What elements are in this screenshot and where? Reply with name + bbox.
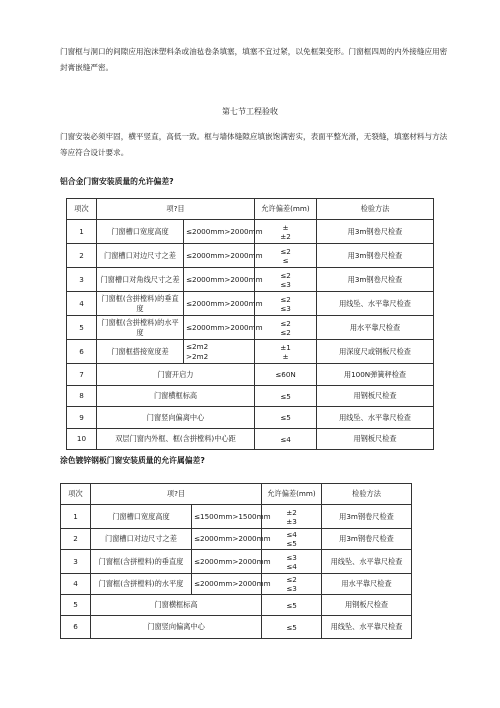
condition-cell: ≤1500mm>1500mm <box>192 505 262 529</box>
method-cell: 用水平靠尺检查 <box>317 316 434 340</box>
condition-cell: ≤2m2 >2m2 <box>184 340 255 364</box>
table-row <box>61 550 412 574</box>
tolerance-cell: ≤4 ≤5 <box>262 529 322 550</box>
method-cell: 用100N弹簧秤检查 <box>317 364 434 386</box>
tolerance-cell: ≤4 <box>255 429 317 450</box>
header-item: 项?目 <box>97 199 255 220</box>
tolerance-cell: ≤3 ≤4 <box>262 550 322 574</box>
tolerance-cell: ≤5 <box>262 595 322 616</box>
table-row <box>67 386 434 407</box>
table2-title: 涂色镀锌钢板门窗安装质量的允许属偏差? <box>60 456 205 465</box>
item-cell: 门窗开启力 <box>97 364 255 386</box>
method-cell: 用水平靠尺检查 <box>322 574 412 595</box>
tolerance-cell: ±2 ±3 <box>262 505 322 529</box>
condition-cell: ≤2000mm>2000mm <box>192 574 262 595</box>
item-cell: 门窗槽口对边尺寸之差 <box>97 244 184 268</box>
header-tolerance: 允许偏差(mm) <box>262 484 322 505</box>
row-number: 5 <box>67 316 97 340</box>
tolerance-cell: ≤5 <box>255 407 317 429</box>
item-cell: 门窗框搭接宽度差 <box>97 340 184 364</box>
header-no: 项次 <box>61 484 91 505</box>
tolerance-cell: ±1 ± <box>255 340 317 364</box>
item-cell: 门窗框(含拼樘料)的垂直度 <box>91 550 192 574</box>
row-number: 7 <box>67 364 97 386</box>
tolerance-cell: ≤2 ≤3 <box>255 268 317 292</box>
tolerance-cell: ± ±2 <box>255 220 317 244</box>
item-cell: 门窗竖向偏离中心 <box>91 616 262 639</box>
row-number: 3 <box>67 268 97 292</box>
item-cell: 门窗框(含拼樘料)的垂直度 <box>97 292 184 316</box>
method-cell: 用3m钢卷尺检查 <box>317 220 434 244</box>
method-cell: 用3m钢卷尺检查 <box>317 268 434 292</box>
tolerance-cell: ≤5 <box>262 616 322 639</box>
tolerance-cell: ≤2 ≤2 <box>255 316 317 340</box>
table-steel-tolerance <box>60 483 412 639</box>
table-aluminum-tolerance <box>66 198 434 450</box>
row-number: 6 <box>67 340 97 364</box>
tolerance-cell: ≤2 ≤3 <box>262 574 322 595</box>
item-cell: 门窗槽口对角线尺寸之差 <box>97 268 184 292</box>
item-cell: 门窗框(含拼樘料)的水平度 <box>91 574 192 595</box>
table-header-row <box>61 484 412 505</box>
row-number: 1 <box>67 220 97 244</box>
table1-title: 铝合金门窗安装质量的允许偏差? <box>60 177 174 186</box>
condition-cell: ≤2000mm>2000mm <box>184 268 255 292</box>
condition-cell: ≤2000mm>2000mm <box>184 316 255 340</box>
method-cell: 用线坠、水平靠尺检查 <box>317 292 434 316</box>
tolerance-cell: ≤2 ≤ <box>255 244 317 268</box>
table-row <box>67 316 434 340</box>
row-number: 5 <box>61 595 91 616</box>
method-cell: 用线坠、水平靠尺检查 <box>322 616 412 639</box>
method-cell: 用线坠、水平靠尺检查 <box>322 550 412 574</box>
section-title: 第七节工程验收 <box>222 107 278 116</box>
table-row <box>67 292 434 316</box>
row-number: 2 <box>67 244 97 268</box>
condition-cell: ≤2000mm>2000mm <box>184 292 255 316</box>
item-cell: 门窗槽口对边尺寸之差 <box>91 529 192 550</box>
method-cell: 用3m钢卷尺检查 <box>322 529 412 550</box>
condition-cell: ≤2000mm>2000mm <box>184 220 255 244</box>
item-cell: 门窗横框标高 <box>97 386 255 407</box>
tolerance-cell: ≤5 <box>255 386 317 407</box>
item-cell: 双层门窗内外框、框(含拼樘料)中心距 <box>97 429 255 450</box>
row-number: 3 <box>61 550 91 574</box>
item-cell: 门窗横框标高 <box>91 595 262 616</box>
row-number: 9 <box>67 407 97 429</box>
tolerance-cell: ≤2 ≤3 <box>255 292 317 316</box>
condition-cell: ≤2000mm>2000mm <box>184 244 255 268</box>
item-cell: 门窗竖向偏离中心 <box>97 407 255 429</box>
item-cell: 门窗框(含拼樘料)的水平度 <box>97 316 184 340</box>
table-row <box>67 429 434 450</box>
method-cell: 用深度尺或钢板尺检查 <box>317 340 434 364</box>
table-row <box>67 220 434 244</box>
header-method: 检验方法 <box>317 199 434 220</box>
method-cell: 用钢板尺检查 <box>317 429 434 450</box>
table-row <box>67 268 434 292</box>
header-method: 检验方法 <box>322 484 412 505</box>
row-number: 10 <box>67 429 97 450</box>
condition-cell: ≤2000mm>2000mm <box>192 529 262 550</box>
method-cell: 用3m钢卷尺检查 <box>317 244 434 268</box>
row-number: 1 <box>61 505 91 529</box>
table-row <box>67 364 434 386</box>
header-no: 项次 <box>67 199 97 220</box>
row-number: 4 <box>61 574 91 595</box>
row-number: 6 <box>61 616 91 639</box>
table-row <box>67 244 434 268</box>
method-cell: 用钢板尺检查 <box>317 386 434 407</box>
item-cell: 门窗槽口宽度高度 <box>97 220 184 244</box>
table-row <box>61 505 412 529</box>
tolerance-cell: ≤60N <box>255 364 317 386</box>
condition-cell: ≤2000mm>2000mm <box>192 550 262 574</box>
paragraph-sealing: 门窗框与洞口的间隙应用泡沫塑料条或油毡卷条填塞，填塞不宜过紧，以免框架变形。门窗框四周的内外接缝应用密封膏嵌缝严密。 <box>60 47 448 72</box>
method-cell: 用钢板尺检查 <box>322 595 412 616</box>
header-item: 项?目 <box>91 484 262 505</box>
method-cell: 用3m钢卷尺检查 <box>322 505 412 529</box>
row-number: 4 <box>67 292 97 316</box>
table-row <box>67 340 434 364</box>
row-number: 8 <box>67 386 97 407</box>
table-header-row <box>67 199 434 220</box>
table-row <box>61 595 412 616</box>
row-number: 2 <box>61 529 91 550</box>
table-row <box>61 616 412 639</box>
table-row <box>61 529 412 550</box>
item-cell: 门窗槽口宽度高度 <box>91 505 192 529</box>
header-tolerance: 允许偏差(mm) <box>255 199 317 220</box>
table-row <box>67 407 434 429</box>
table-row <box>61 574 412 595</box>
method-cell: 用线坠、水平靠尺检查 <box>317 407 434 429</box>
paragraph-acceptance: 门窗安装必须牢固，横平竖直，高低一致。框与墙体缝隙应填嵌饱满密实，表面平整光滑，无裂缝，填塞材料与方法等应符合设计要求。 <box>60 132 448 157</box>
